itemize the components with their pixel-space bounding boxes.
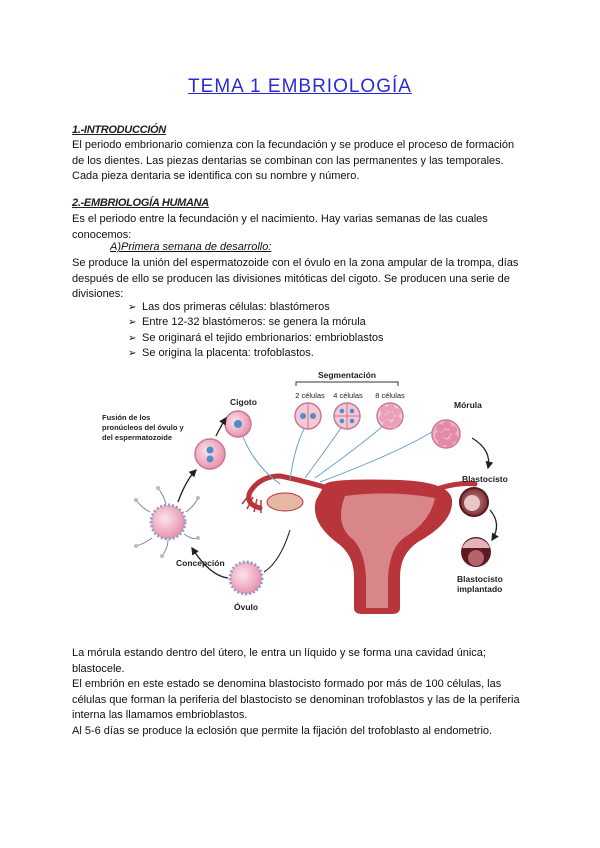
blastocisto-implantado-icon (461, 537, 491, 567)
label-blastocisto: Blastocisto (462, 474, 508, 484)
morula-paragraph (72, 646, 542, 739)
text-line: Se produce la unión del espermatozoide con el óvulo en la zona ampular de la trompa, días (72, 257, 519, 269)
label-segmentacion: Segmentación (317, 372, 377, 380)
section-heading-introduccion: 1.-INTRODUCCIÓN (72, 124, 166, 136)
arrow-bullet-icon: ➢ (128, 347, 137, 359)
list-item (128, 331, 384, 346)
sperm-fertilization-icon (134, 486, 200, 558)
text-line: de los dientes. Las piezas dentarias se combinan con las permanentes y las temporales. (72, 154, 504, 167)
arrow-blastocisto-to-implantado (490, 510, 497, 540)
label-ovulo: Óvulo (234, 602, 259, 612)
division-list (128, 300, 384, 361)
text-line: Es el periodo entre la fecundación y el nacimiento. Hay varias semanas de las cuales (72, 213, 488, 225)
text-line: Al 5-6 días se produce la eclosión que permite la fijación del trofoblasto al endometrio. (72, 724, 493, 737)
text-line: interna las llamamos embrioblastos. (72, 709, 248, 721)
uterus-illustration (242, 476, 475, 614)
text-line: El periodo embrionario comienza con la fecundación y se produce el proceso de formación (72, 139, 515, 151)
label-fusion-1: Fusión de los (102, 413, 151, 422)
connector-lines (240, 420, 435, 484)
text-line: células que forman la periferia del blastocisto se denominan trofoblastos y las de la periferia (72, 693, 520, 706)
list-item-text: Entre 12-32 blastómeros: se genera la mórula (142, 316, 366, 329)
text-line: La mórula estando dentro del útero, le entra un líquido y se forma una cavidad única; (72, 647, 486, 659)
arrow-morula-to-blastocisto (472, 438, 489, 468)
list-item (128, 346, 384, 361)
arrow-bullet-icon: ➢ (128, 317, 137, 329)
text-line: divisiones: (72, 288, 124, 300)
cigoto-cell-icon (225, 411, 251, 437)
morula-icon (432, 420, 460, 448)
text-line: conocemos: (72, 228, 132, 241)
label-2-celulas: 2 células (295, 391, 325, 400)
embryology-diagram (100, 372, 520, 622)
two-cell-embryo-icon (295, 403, 321, 429)
fusion-pronuclei-icon (195, 439, 225, 469)
label-cigoto: Cigoto (230, 397, 257, 407)
label-fusion-3: del espermatozoide (102, 433, 173, 442)
subheading-primera-semana: A)Primera semana de desarrollo: (110, 241, 272, 253)
intro-paragraph (72, 138, 542, 185)
arrow-fusion-to-cigoto (216, 418, 226, 436)
text-line: Cada pieza dentaria se identifica con su nombre y número. (72, 170, 360, 182)
label-4-celulas: 4 células (333, 391, 363, 400)
line-ovary-to-ovulo (264, 530, 290, 572)
page-title: TEMA 1 EMBRIOLOGÍA (188, 76, 412, 97)
text-line: blastocele. (72, 662, 125, 675)
arrow-bullet-icon: ➢ (128, 332, 137, 344)
segmentation-bracket (296, 382, 398, 386)
blastocisto-icon (460, 488, 488, 516)
four-cell-embryo-icon (334, 403, 360, 429)
list-item-text: Se origina la placenta: trofoblastos. (142, 346, 314, 359)
list-item (128, 315, 384, 330)
ovulo-icon (230, 562, 262, 594)
arrow-bullet-icon: ➢ (128, 302, 137, 313)
list-item-text: Se originará el tejido embrionarios: embrioblastos (142, 331, 384, 344)
text-line: El embrión en este estado se denomina blastocisto formado por más de 100 células, las (72, 678, 502, 690)
label-morula: Mórula (454, 400, 482, 410)
text-line: después de ello se producen las divisiones mitóticas del cigoto. Se producen una serie de (72, 272, 510, 285)
list-item (128, 300, 384, 315)
embriologia-intro (72, 212, 542, 243)
label-fusion-2: pronúcleos del óvulo y (102, 423, 184, 432)
eight-cell-embryo-icon (377, 403, 403, 429)
list-item-text: Las dos primeras células: blastómeros (142, 301, 330, 313)
primera-semana-paragraph (72, 256, 542, 303)
label-concepcion: Concepción (176, 558, 225, 568)
section-heading-embriologia: 2.-EMBRIOLOGÍA HUMANA (72, 197, 209, 209)
label-8-celulas: 8 células (375, 391, 405, 400)
label-blastocisto-implantado-1: Blastocisto (457, 574, 503, 584)
arrow-concepcion-to-fusion (178, 470, 196, 502)
label-blastocisto-implantado-2: implantado (457, 584, 503, 594)
